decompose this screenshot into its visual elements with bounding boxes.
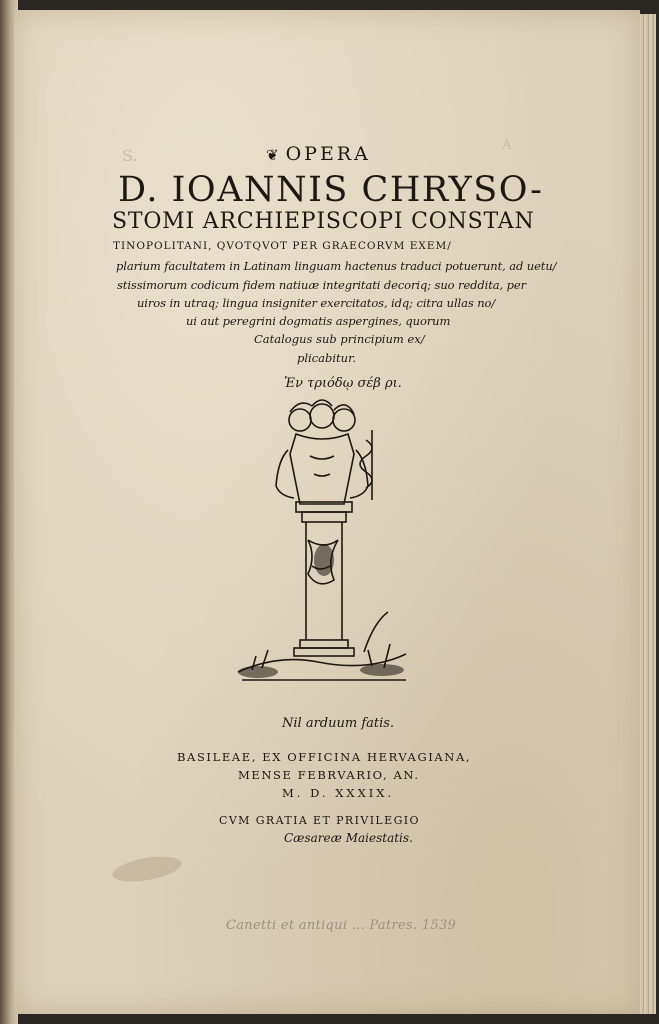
imprint-line-2: MENSE FEBRVARIO, AN. <box>238 768 420 782</box>
shelf-mark-right: A <box>502 138 512 153</box>
title-line-7: uiros in utraq; lingua insigniter exercitatos, idq; citra ullas no/ <box>137 296 496 310</box>
paper-stain <box>111 852 184 886</box>
imprint-line-3: M. D. XXXIX. <box>282 786 395 800</box>
title-line-2: D. IOANNIS CHRYSO- <box>118 170 544 210</box>
title-line-3: STOMI ARCHIEPISCOPI CONSTAN <box>112 209 535 234</box>
title-line-6: stissimorum codicum fidem natiuæ integritati decoriq; suo reddita, per <box>117 278 527 292</box>
title-line-1 <box>266 143 371 165</box>
privilege-line-2: Cæsareæ Maiestatis. <box>284 831 413 845</box>
title-opera: OPERA <box>285 143 371 165</box>
greek-motto: Ἐν τριόδῳ σέβ ρι. <box>284 376 402 391</box>
title-line-8: ui aut peregrini dogmatis aspergines, quorum <box>186 314 451 328</box>
printer-motto: Nil arduum fatis. <box>282 716 395 731</box>
title-line-5: plarium facultatem in Latinam linguam hactenus traduci potuerunt, ad uetu/ <box>116 259 557 273</box>
imprint-line-1: BASILEAE, EX OFFICINA HERVAGIANA, <box>177 750 472 764</box>
title-line-9: Catalogus sub principium ex/ <box>254 332 425 346</box>
privilege-line-1: CVM GRATIA ET PRIVILEGIO <box>219 814 420 827</box>
title-page <box>14 10 640 1014</box>
fleuron-icon: ❦ <box>266 146 282 164</box>
shelf-mark-left: S. <box>122 146 138 165</box>
herm-on-column-woodcut-icon <box>232 390 412 685</box>
manuscript-note: Canetti et antiqui ... Patres. 1539 <box>226 918 457 933</box>
title-line-10: plicabitur. <box>297 351 356 365</box>
title-line-4: TINOPOLITANI, QVOTQVOT PER GRAECORVM EXEM/ <box>113 240 452 252</box>
